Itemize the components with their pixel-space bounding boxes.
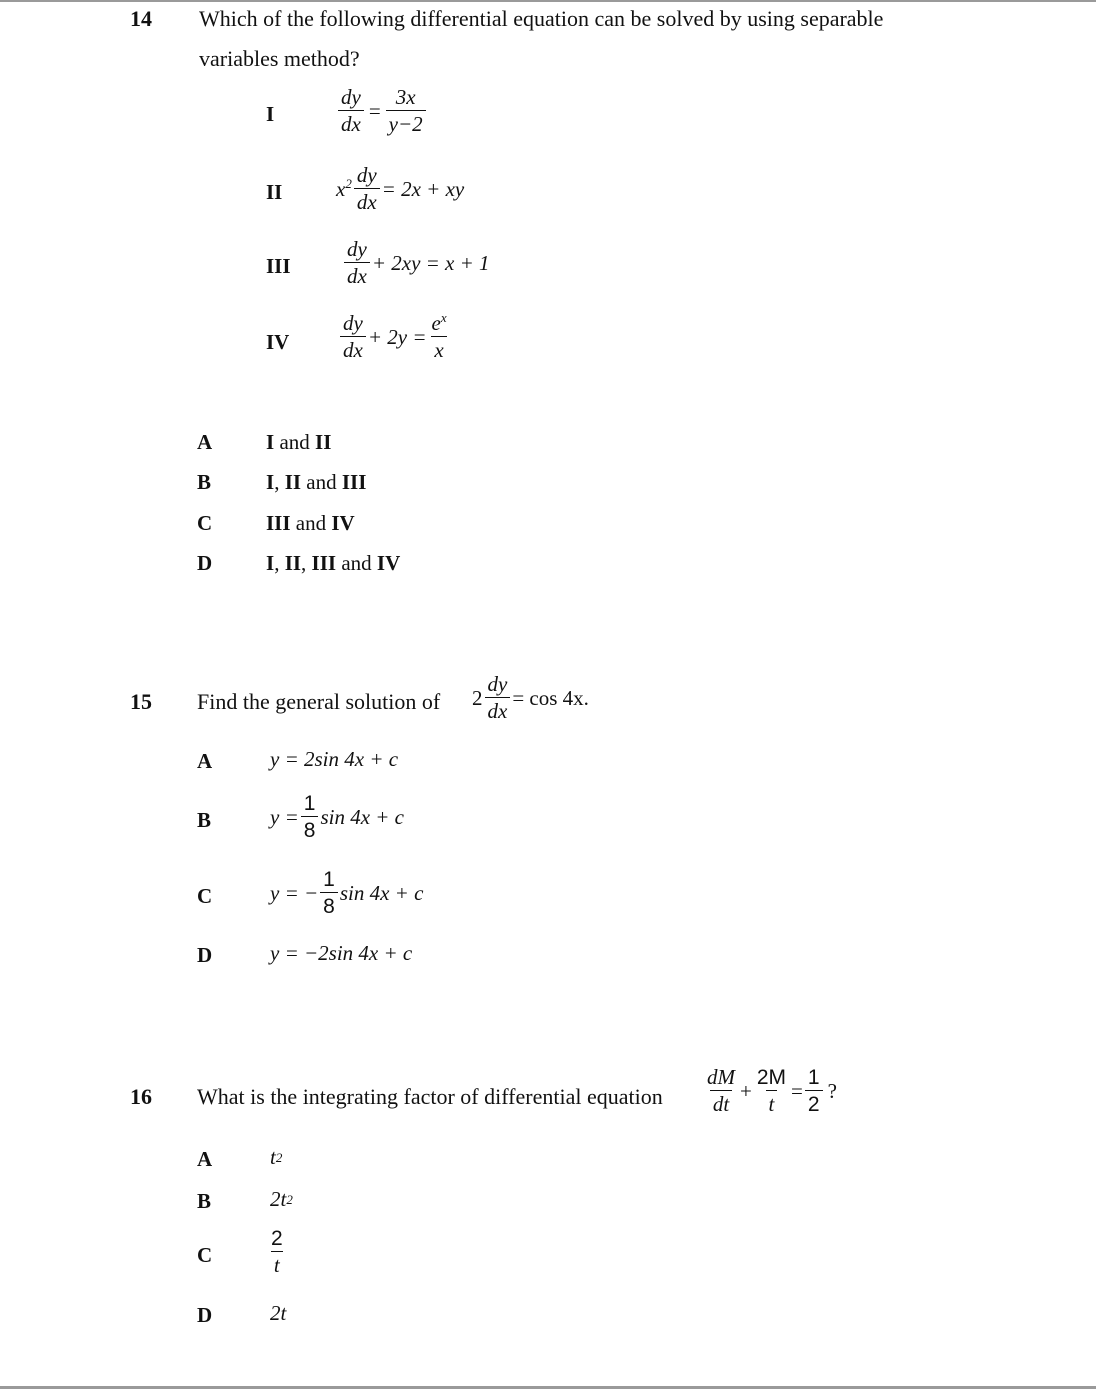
statement-equation: $\frac{dy}{dx}$ = $\frac{3x}{y-2}$ (336, 86, 428, 136)
question-number: 15 (130, 689, 152, 714)
statement-equation: $\frac{dy}{dx}$ + 2y = $\frac{e^x}{x}$ (338, 312, 452, 362)
option-text: I, II, III and IV (266, 551, 401, 575)
option-equation: y = −2sin 4x + c (270, 941, 413, 965)
option-equation: y = $\frac{1}{8}$ sin 4x + c (270, 792, 405, 843)
option-expression: t 2 (270, 1145, 283, 1169)
statement-label: II (266, 180, 283, 204)
question-number: 14 (130, 6, 152, 31)
question-text: What is the integrating factor of differential equation (197, 1084, 663, 1109)
option-text: I, II and III (266, 470, 367, 494)
option-expression: 2t 2 (270, 1187, 293, 1211)
bottom-border (0, 1386, 1096, 1389)
option-letter: C (197, 511, 213, 535)
statement-label: III (266, 254, 291, 278)
option-letter: A (197, 1147, 213, 1171)
question-equation: $\frac{dM}{dt}$ + $\frac{2M}{t}$ = $\frac{1}{2}$ ? (707, 1065, 837, 1117)
option-equation: y = 2sin 4x + c (270, 747, 399, 771)
top-border (0, 0, 1096, 2)
option-letter: D (197, 1303, 213, 1327)
statement-label: I (266, 102, 275, 126)
option-letter: A (197, 749, 213, 773)
statement-equation: $\frac{dy}{dx}$ + 2xy = x + 1 (342, 238, 490, 288)
option-letter: D (197, 551, 213, 575)
option-letter: B (197, 808, 212, 832)
option-letter: A (197, 430, 213, 454)
question-text: Find the general solution of (197, 689, 441, 714)
option-text: III and IV (266, 511, 355, 535)
question-equation: 2 $\frac{dy}{dx}$ = cos 4x. (472, 672, 589, 724)
option-letter: C (197, 884, 213, 908)
option-letter: B (197, 470, 212, 494)
option-expression: $\frac{2}{t}$ (271, 1227, 283, 1278)
option-equation: y = − $\frac{1}{8}$ sin 4x + c (270, 868, 424, 919)
option-text: I and II (266, 430, 332, 454)
statement-equation: $x^2$ $\frac{dy}{dx}$ = 2x + xy (336, 163, 465, 215)
option-letter: C (197, 1243, 213, 1267)
option-letter: B (197, 1189, 212, 1213)
question-number: 16 (130, 1084, 152, 1109)
option-letter: D (197, 943, 213, 967)
statement-label: IV (266, 330, 290, 354)
question-text: variables method? (199, 46, 360, 71)
question-text: Which of the following differential equation can be solved by using separable (199, 6, 884, 31)
option-expression: 2t (270, 1301, 287, 1325)
